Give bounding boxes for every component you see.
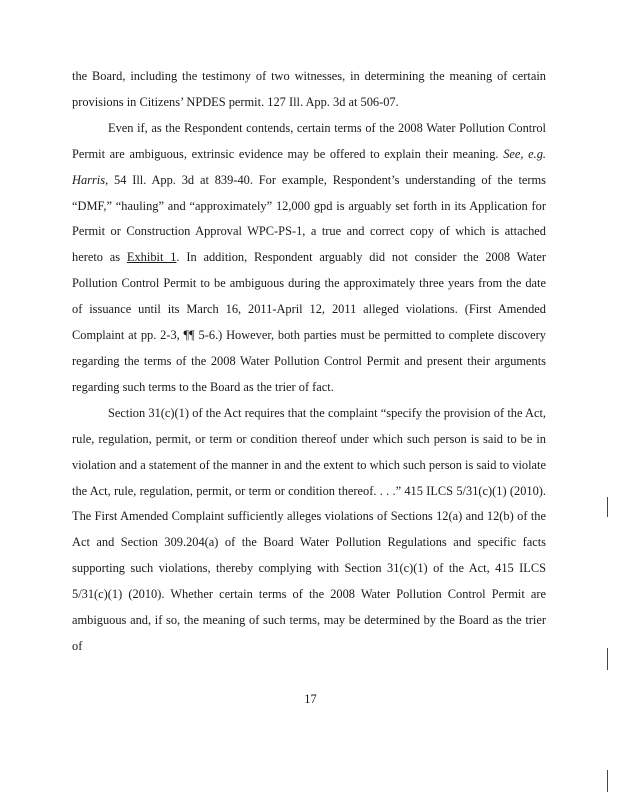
paragraph-1-text: the Board, including the testimony of two witnesses, in determining the meaning of certain provisions in Citizens’ NPDES permit. 127 Ill. App. 3d at 506-07. — [72, 69, 546, 109]
margin-mark — [607, 648, 608, 670]
paragraph-3-text: Section 31(c)(1) of the Act requires that the complaint “specify the provision of the Act, rule, regulation, permit, or term or condition thereof under which such person is said to be in violation and a statement of the manner in and the extent to which such person is said to violate the Act, rule, regulation, permit, or term or condition thereof. . . .” 415 ILCS 5/31(c)(1) (2010). The First Amended Complaint sufficiently alleges violations of Sections 12(a) and 12(b) of the Act and Section 309.204(a) of the Board Water Pollution Regulations and specific facts supporting such violations, thereby complying with Section 31(c)(1) of the Act, 415 ILCS 5/31(c)(1) (2010). Whether certain terms of the 2008 Water Pollution Control Permit are ambiguous and, if so, the meaning of such terms, may be determined by the Board as the trier of — [72, 405, 546, 653]
exhibit-1-reference: Exhibit 1 — [126, 250, 177, 265]
margin-mark — [607, 497, 608, 517]
body-text — [72, 64, 546, 660]
paragraph-2-text-b: , 54 Ill. App. 3d at 839-40. For example, Respondent’s understanding of the terms “DMF,” “hauling” and “approximately” 12,000 gpd is arguably set forth in its Application for Permit or Construction Approval WPC-PS-1, a true and correct copy of which is attached hereto as — [72, 172, 546, 265]
page-number: 17 — [304, 692, 317, 706]
paragraph-3 — [72, 401, 546, 660]
paragraph-2-text-a: Even if, as the Respondent contends, certain terms of the 2008 Water Pollution Control Permit are ambiguous, extrinsic evidence may be offered to explain their meaning. — [72, 120, 546, 161]
margin-mark — [607, 770, 608, 792]
paragraph-2-text-c: . In addition, Respondent arguably did not consider the 2008 Water Pollution Control Permit to be ambiguous during the approximately three years from the date of issuance until its March 16, 2011-April 12, 2011 alleged violations. (First Amended Complaint at pp. 2-3, ¶¶ 5-6.) However, both parties must be permitted to complete discovery regarding the terms of the 2008 Water Pollution Control Permit and present their arguments regarding such terms to the Board as the trier of fact. — [72, 250, 546, 394]
citation-see-eg: See, e.g. Harris — [72, 146, 547, 187]
paragraph-1 — [72, 64, 546, 116]
paragraph-2 — [72, 116, 546, 401]
